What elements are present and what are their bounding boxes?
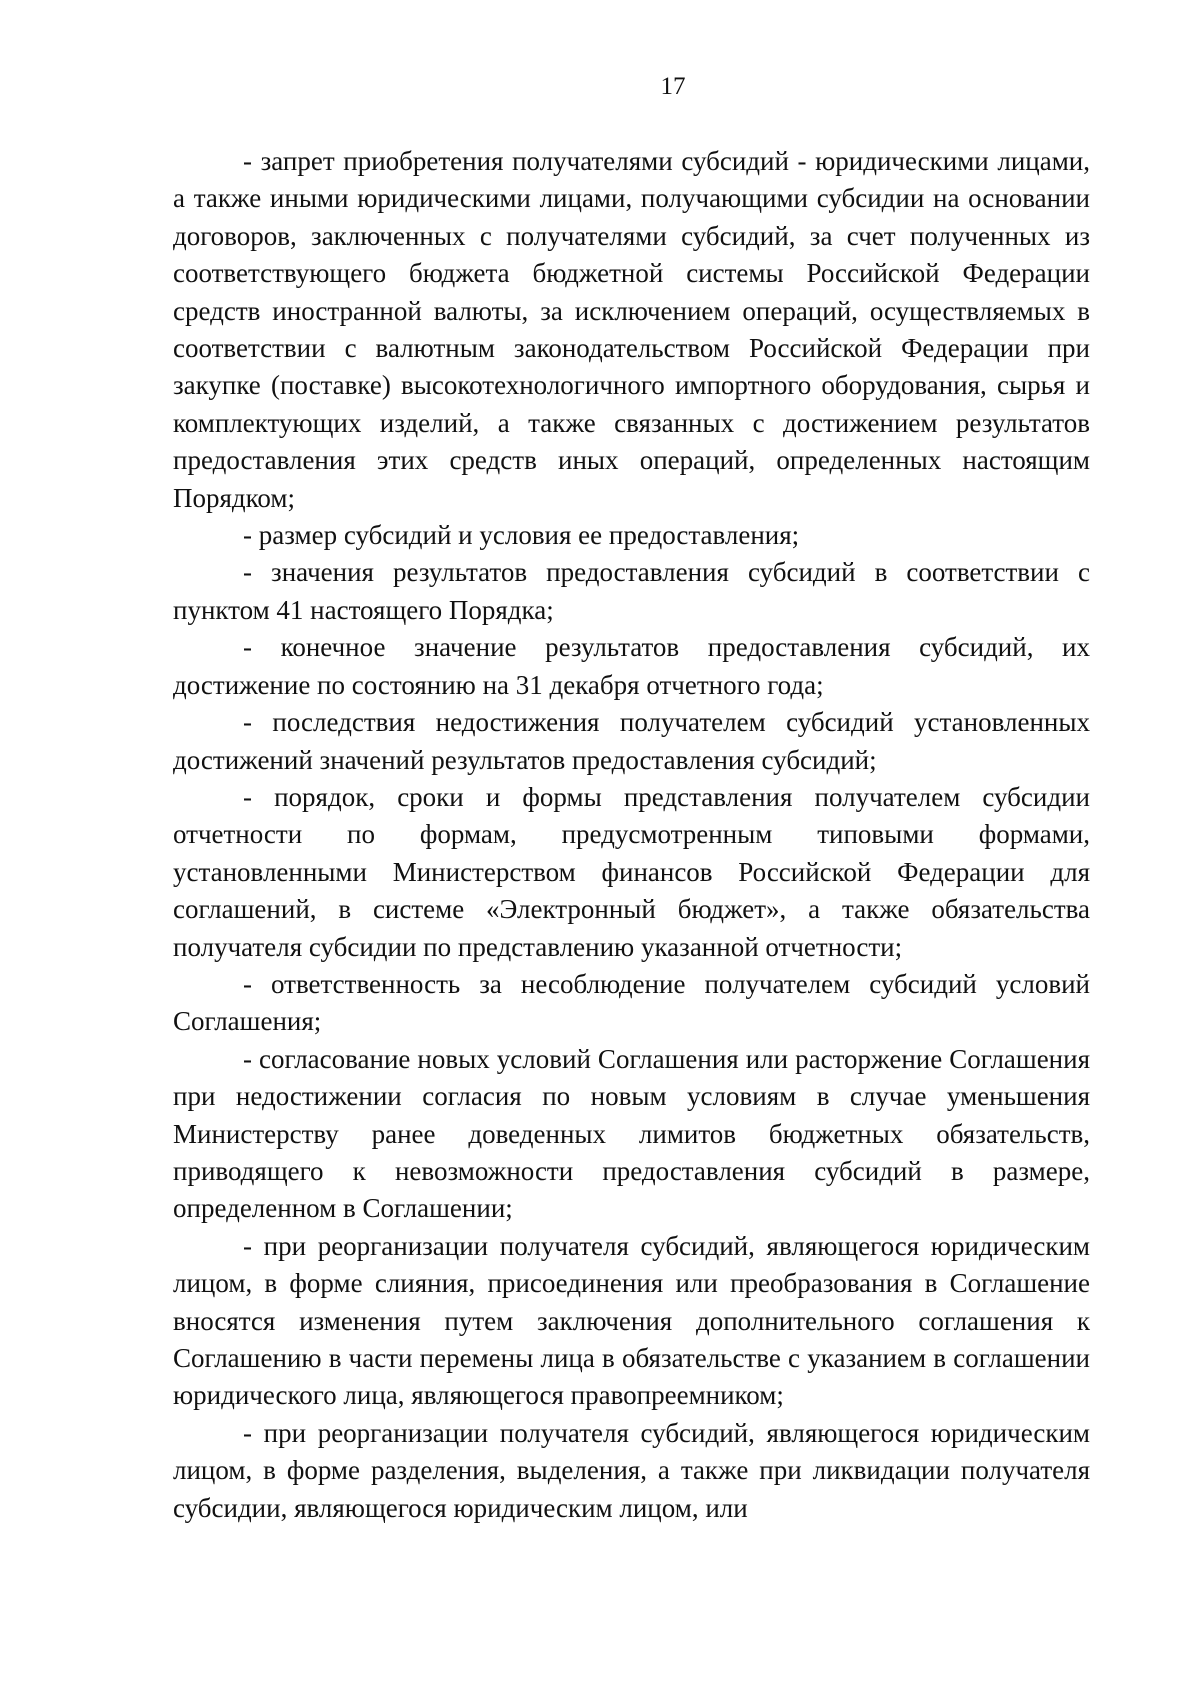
paragraph-reporting: - порядок, сроки и формы представления получателем субсидии отчетности по формам, предусмотренным типовыми формами, установленными Министерством финансов Российской Федерации для соглашений, в системе «Электронный бюджет», а также обязательства получателя субсидии по представлению указанной отчетности;	[173, 781, 1090, 962]
document-body	[173, 143, 1090, 1527]
paragraph-reorganization-division: - при реорганизации получателя субсидий, являющегося юридическим лицом, в форме разделения, выделения, а также при ликвидации получателя субсидии, являющегося юридическим лицом, или	[173, 1417, 1090, 1523]
paragraph-responsibility: - ответственность за несоблюдение получателем субсидий условий Соглашения;	[173, 968, 1090, 1037]
paragraph-currency-ban: - запрет приобретения получателями субсидий - юридическими лицами, а также иными юридическими лицами, получающими субсидии на основании договоров, заключенных с получателями субсидий, за счет полученных из соответствующего бюджета бюджетной системы Российской Федерации средств иностранной валюты, за исключением операций, осуществляемых в соответствии с валютным законодательством Российской Федерации при закупке (поставке) высокотехнологичного импортного оборудования, сырья и комплектующих изделий, а также связанных с достижением результатов предоставления этих средств иных операций, определенных настоящим Порядком;	[173, 146, 1090, 513]
page-number: 17	[660, 73, 686, 100]
paragraph-reorganization-merger: - при реорганизации получателя субсидий, являющегося юридическим лицом, в форме слияния, присоединения или преобразования в Соглашение вносятся изменения путем заключения дополнительного соглашения к Соглашению в части перемены лица в обязательстве с указанием в соглашении юридического лица, являющегося правопреемником;	[173, 1230, 1090, 1411]
paragraph-consequences: - последствия недостижения получателем субсидий установленных достижений значений результатов предоставления субсидий;	[173, 707, 1090, 775]
paragraph-result-values: - значения результатов предоставления субсидий в соответствии с пунктом 41 настоящего Порядка;	[173, 557, 1090, 625]
paragraph-new-conditions: - согласование новых условий Соглашения или расторжение Соглашения при недостижении согласия по новым условиям в случае уменьшения Министерству ранее доведенных лимитов бюджетных обязательств, приводящего к невозможности предоставления субсидий в размере, определенном в Соглашении;	[173, 1043, 1090, 1224]
paragraph-final-value: - конечное значение результатов предоставления субсидий, их достижение по состоянию на 31 декабря отчетного года;	[173, 632, 1090, 700]
paragraph-subsidy-size: - размер субсидий и условия ее предоставления;	[243, 520, 800, 551]
